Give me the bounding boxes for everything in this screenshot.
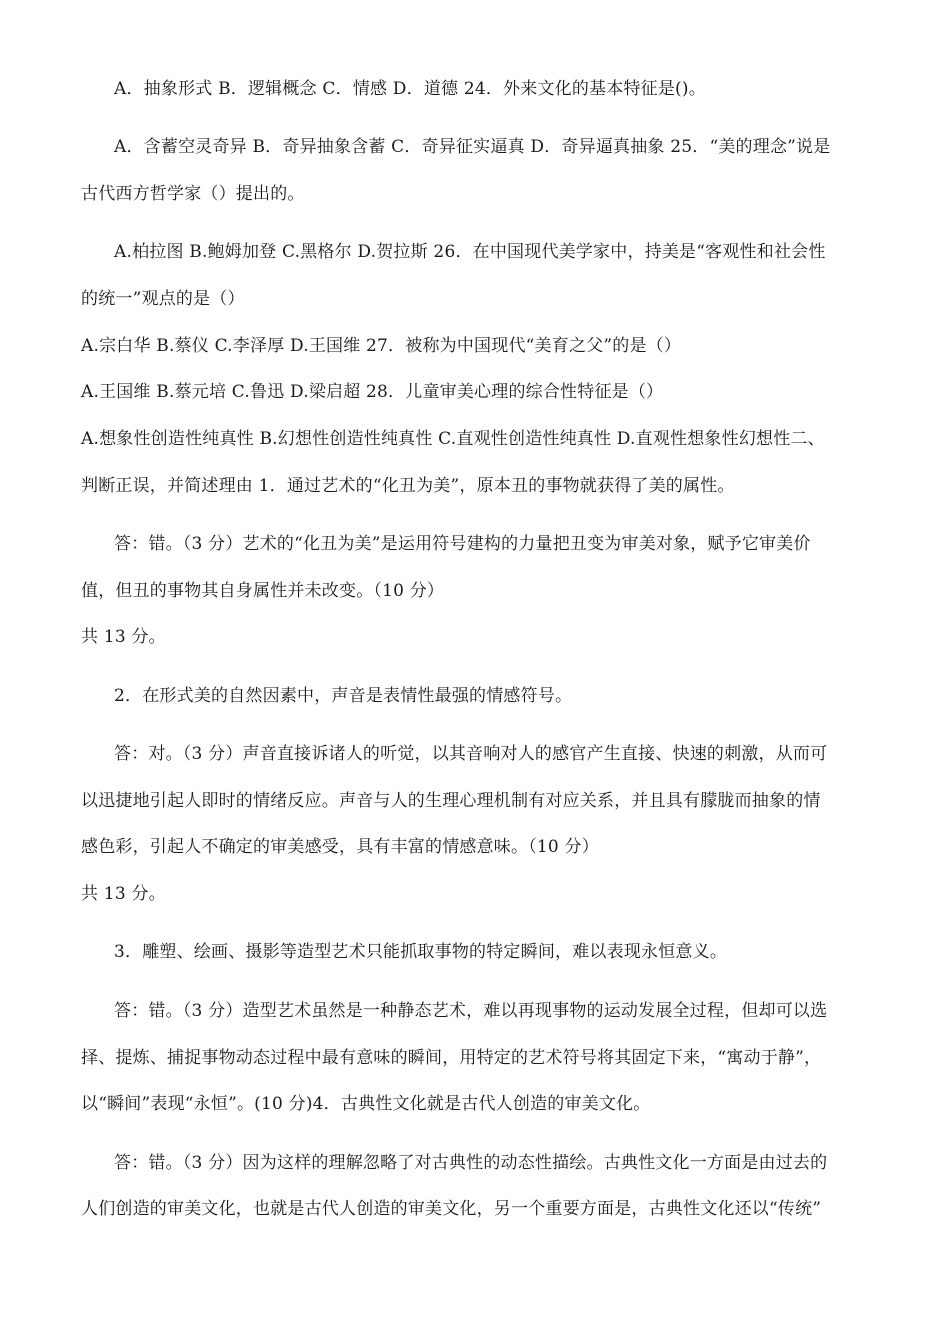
text-line: 古代西方哲学家（）提出的。 (81, 184, 305, 204)
text-line: A．抽象形式 B．逻辑概念 C．情感 D．道德 24．外来文化的基本特征是()。 (114, 79, 706, 99)
text-line: 判断正误，并简述理由 1．通过艺术的“化丑为美”，原本丑的事物就获得了美的属性。 (81, 476, 735, 496)
text-line: 共 13 分。 (81, 884, 166, 904)
text-line: 共 13 分。 (81, 627, 166, 647)
text-line: A.王国维 B.蔡元培 C.鲁迅 D.梁启超 28．儿童审美心理的综合性特征是（） (81, 382, 664, 402)
text-line: 2．在形式美的自然因素中，声音是表情性最强的情感符号。 (114, 686, 573, 706)
text-line: A.宗白华 B.蔡仪 C.李泽厚 D.王国维 27．被称为中国现代“美育之父”的是（） (81, 336, 682, 356)
text-line: 答：错。（3 分）造型艺术虽然是一种静态艺术，难以再现事物的运动发展全过程，但却可以选 (114, 1001, 828, 1021)
text-line: 以“瞬间”表现“永恒”。(10 分)4．古典性文化就是古代人创造的审美文化。 (81, 1094, 651, 1114)
text-line: 以迅捷地引起人即时的情绪反应。声音与人的生理心理机制有对应关系，并且具有朦胧而抽象的情 (81, 791, 821, 811)
text-line: 择、提炼、捕捉事物动态过程中最有意味的瞬间，用特定的艺术符号将其固定下来，“寓动于静”， (81, 1048, 822, 1068)
text-line: 答：错。（3 分）因为这样的理解忽略了对古典性的动态性描绘。古典性文化一方面是由过去的 (114, 1153, 828, 1173)
text-line: 值，但丑的事物其自身属性并未改变。（10 分） (81, 581, 445, 601)
text-line: A.想象性创造性纯真性 B.幻想性创造性纯真性 C.直观性创造性纯真性 D.直观性想象性幻想性二、 (81, 429, 825, 449)
text-line: 答：对。（3 分）声音直接诉诸人的听觉，以其音响对人的感官产生直接、快速的刺激，从而可 (114, 744, 828, 764)
text-line: A．含蓄空灵奇异 B．奇异抽象含蓄 C．奇异征实逼真 D．奇异逼真抽象 25．“美的理念”说是 (114, 137, 831, 157)
text-line: 的统一”观点的是（） (81, 289, 245, 309)
text-line: 答：错。（3 分）艺术的“化丑为美”是运用符号建构的力量把丑变为审美对象，赋予它审美价 (114, 534, 811, 554)
text-line: 3．雕塑、绘画、摄影等造型艺术只能抓取事物的特定瞬间，难以表现永恒意义。 (114, 942, 728, 962)
text-line: 人们创造的审美文化，也就是古代人创造的审美文化，另一个重要方面是，古典性文化还以“传统” (81, 1199, 822, 1219)
text-line: 感色彩，引起人不确定的审美感受，具有丰富的情感意味。（10 分） (81, 837, 599, 857)
text-line: A.柏拉图 B.鲍姆加登 C.黑格尔 D.贺拉斯 26．在中国现代美学家中，持美是“客观性和社会性 (114, 242, 826, 262)
